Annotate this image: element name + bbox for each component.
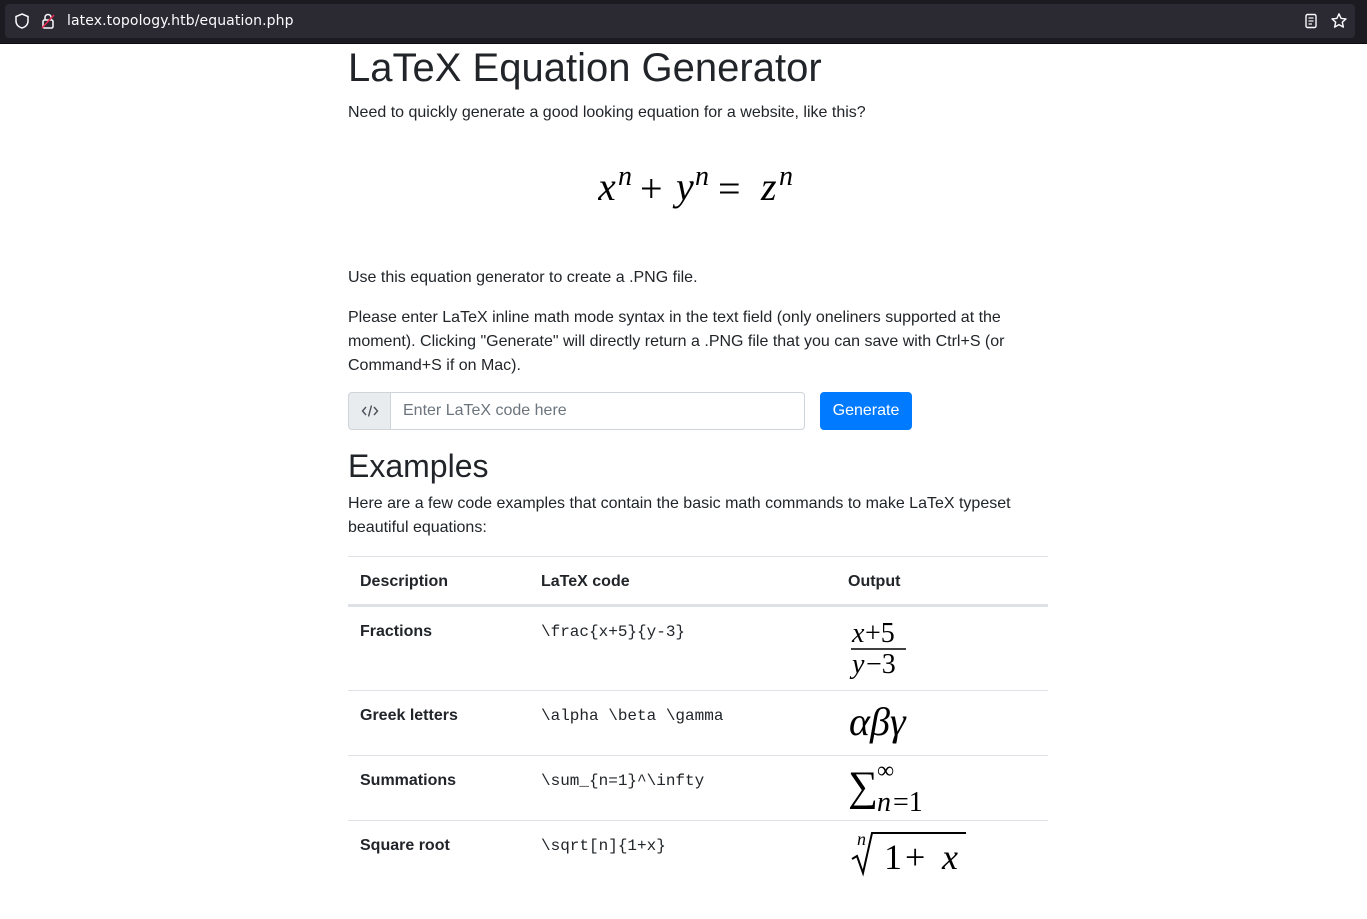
column-header: Description xyxy=(360,573,449,590)
row-code: \sum_{n=1}^\infty xyxy=(541,772,705,790)
url-bar[interactable] xyxy=(5,4,1355,38)
bookmark-star-icon[interactable] xyxy=(1330,12,1348,30)
summation-output-image xyxy=(848,760,944,818)
fraction-output-image xyxy=(848,615,918,679)
instructions-line: moment). Clicking "Generate" will directly return a .PNG file that you can save with Ctrl+S (or xyxy=(348,333,1005,350)
example-equation-image xyxy=(598,152,798,212)
examples-intro-line: beautiful equations: xyxy=(348,519,487,536)
latex-input-group xyxy=(348,392,805,430)
column-header: Output xyxy=(848,573,901,590)
svg-text:1: 1 xyxy=(884,837,902,877)
reader-view-icon[interactable] xyxy=(1302,12,1320,30)
row-description: Square root xyxy=(360,837,450,854)
svg-text:x: x xyxy=(942,837,958,877)
shield-icon[interactable] xyxy=(13,12,31,30)
svg-text:z: z xyxy=(761,164,777,209)
row-description: Summations xyxy=(360,772,457,789)
row-code: \sqrt[n]{1+x} xyxy=(541,837,666,855)
svg-text:=: = xyxy=(718,166,741,211)
svg-text:−3: −3 xyxy=(866,649,896,679)
svg-text:+: + xyxy=(905,837,926,877)
row-description: Fractions xyxy=(360,623,433,640)
url-text[interactable]: latex.topology.htb/equation.php xyxy=(67,13,294,29)
row-code: \alpha \beta \gamma xyxy=(541,707,724,725)
page-title: LaTeX Equation Generator xyxy=(348,46,822,90)
column-header: LaTeX code xyxy=(541,573,630,590)
svg-text:n: n xyxy=(618,161,632,192)
svg-text:y: y xyxy=(852,649,865,679)
browser-toolbar xyxy=(0,0,1367,44)
svg-text:=1: =1 xyxy=(893,787,923,818)
svg-text:αβγ: αβγ xyxy=(849,699,906,744)
greek-output-image xyxy=(848,697,938,749)
svg-text:∑: ∑ xyxy=(848,764,878,810)
svg-text:n: n xyxy=(877,787,891,818)
svg-text:x: x xyxy=(598,164,616,209)
instructions-text xyxy=(348,306,1048,378)
examples-intro xyxy=(348,492,1048,540)
row-code: \frac{x+5}{y-3} xyxy=(541,623,686,641)
generate-button[interactable]: Generate xyxy=(820,392,912,430)
intro-text: Need to quickly generate a good looking equation for a website, like this? xyxy=(348,104,866,121)
examples-intro-line: Here are a few code examples that contain the basic math commands to make LaTeX typeset xyxy=(348,495,1011,512)
svg-text:n: n xyxy=(857,829,866,849)
latex-code-input[interactable] xyxy=(390,392,805,430)
use-text: Use this equation generator to create a .PNG file. xyxy=(348,269,698,286)
svg-text:+: + xyxy=(640,166,663,211)
examples-heading: Examples xyxy=(348,448,489,484)
svg-text:+5: +5 xyxy=(865,618,895,649)
svg-text:n: n xyxy=(695,161,709,192)
svg-text:y: y xyxy=(676,164,694,209)
svg-text:∞: ∞ xyxy=(877,760,895,784)
instructions-line: Command+S if on Mac). xyxy=(348,357,521,374)
row-description: Greek letters xyxy=(360,707,458,724)
svg-text:n: n xyxy=(779,161,793,192)
table-row xyxy=(348,606,1048,690)
sqrt-output-image xyxy=(848,829,972,879)
table-row xyxy=(348,755,1048,820)
table-row xyxy=(348,820,1048,890)
code-icon xyxy=(361,403,379,419)
input-prepend xyxy=(348,392,391,430)
insecure-lock-icon[interactable] xyxy=(39,12,57,30)
svg-text:x: x xyxy=(852,618,865,649)
instructions-line: Please enter LaTeX inline math mode syntax in the text field (only oneliners supported at the xyxy=(348,309,1001,326)
table-header-row xyxy=(348,556,1048,606)
table-row xyxy=(348,690,1048,755)
